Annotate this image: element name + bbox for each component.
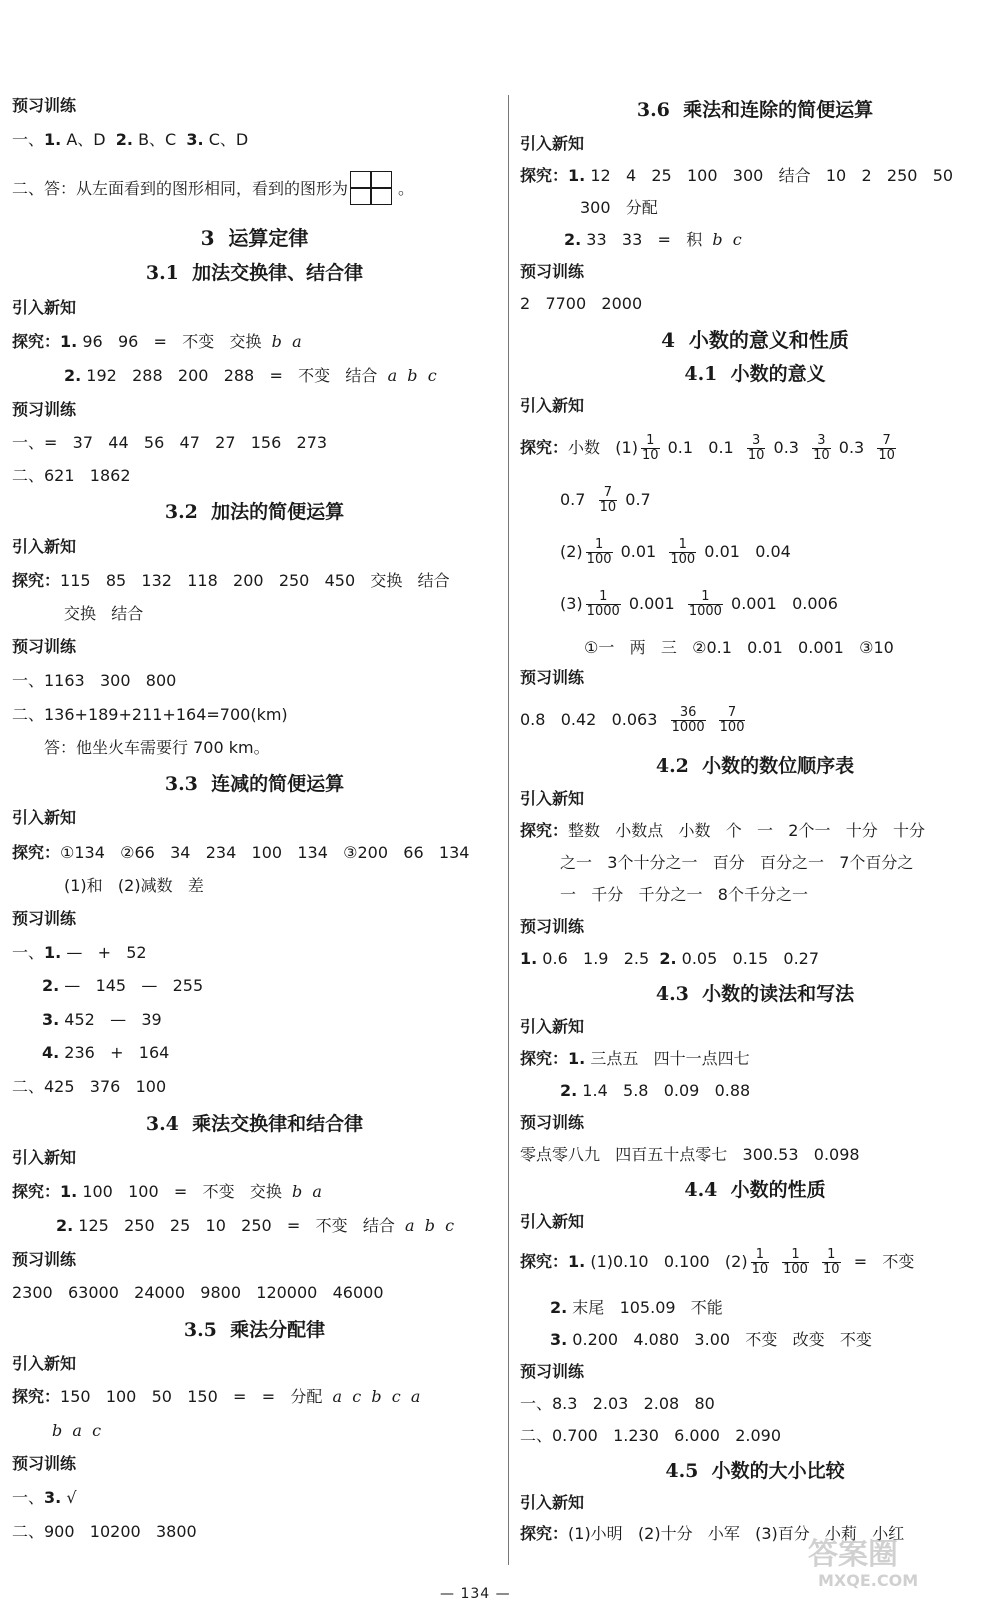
section-title: 4.2 小数的数位顺序表 xyxy=(655,755,855,777)
answer-line: 探究：小数 (1) $\frac{1}{10}$ 0.1 0.1 $\frac{3}{10}$ 0.3 $\frac{3}{10}$ 0.3 $\frac{7}{10}$ xyxy=(520,433,895,463)
answer-line: 二、425 376 100 xyxy=(12,1077,167,1096)
intro-label: 引入新知 xyxy=(520,396,585,415)
page-number: — 134 — xyxy=(440,1586,511,1602)
intro-label: 引入新知 xyxy=(12,808,77,827)
intro-label: 引入新知 xyxy=(12,1354,77,1373)
fraction: $\frac{1}{1000}$ xyxy=(688,589,722,619)
fraction: $\frac{3}{10}$ xyxy=(747,433,765,463)
fraction: $\frac{1}{100}$ xyxy=(670,537,696,567)
section-title: 3.4 乘法交换律和结合律 xyxy=(145,1113,364,1135)
intro-label: 引入新知 xyxy=(520,1017,585,1036)
answer-line: 2. — 145 — 255 xyxy=(42,976,204,995)
answer-line: 交换 结合 xyxy=(64,604,144,623)
answer-line: 探究：(1)小明 (2)十分 小军 (3)百分 小莉 小红 xyxy=(520,1524,905,1543)
practice-label: 预习训练 xyxy=(520,668,585,687)
answer-line: 2. 192 288 200 288 = 不变 结合 a b c xyxy=(64,366,437,385)
section-title: 4.1 小数的意义 xyxy=(684,363,826,385)
practice-label: 预习训练 xyxy=(12,1250,77,1269)
answer-line: 一、1. — + 52 xyxy=(12,943,147,962)
answer-line: 探究：①134 ②66 34 234 100 134 ③200 66 134 xyxy=(12,843,470,862)
section-title: 3.3 连减的简便运算 xyxy=(164,773,345,795)
intro-label: 引入新知 xyxy=(520,1493,585,1512)
fraction: $\frac{3}{10}$ xyxy=(813,433,830,463)
fraction: $\frac{36}{1000}$ xyxy=(671,705,705,735)
answer-line: 0.7 $\frac{7}{10}$ 0.7 xyxy=(560,485,651,515)
answer-line: 二、答：从左面看到的图形相同，看到的图形为 。 xyxy=(12,170,414,209)
practice-label: 预习训练 xyxy=(520,1113,585,1132)
answer-line: 之一 3个十分之一 百分 百分之一 7个百分之 xyxy=(560,853,914,872)
answer-line: 二、0.700 1.230 6.000 2.090 xyxy=(520,1426,781,1445)
intro-label: 引入新知 xyxy=(12,298,77,317)
section-title: 3.5 乘法分配律 xyxy=(183,1319,326,1341)
answer-line: 零点零八九 四百五十点零七 300.53 0.098 xyxy=(520,1145,860,1164)
practice-label: 预习训练 xyxy=(12,96,77,115)
intro-label: 引入新知 xyxy=(12,1148,77,1167)
fraction: $\frac{1}{10}$ xyxy=(641,433,659,463)
answer-line: 探究：1. 三点五 四十一点四七 xyxy=(520,1049,750,1068)
fraction: $\frac{7}{100}$ xyxy=(719,705,745,735)
answer-line: ①一 两 三 ②0.1 0.01 0.001 ③10 xyxy=(584,638,894,657)
answer-line: 二、900 10200 3800 xyxy=(12,1522,197,1541)
intro-label: 引入新知 xyxy=(520,1212,585,1231)
answer-line: (1)和 (2)减数 差 xyxy=(64,876,204,895)
answer-line: 1. 0.6 1.9 2.5 2. 0.05 0.15 0.27 xyxy=(520,949,820,968)
answer-line: 二、136+189+211+164=700(km) xyxy=(12,705,288,724)
answer-line: 3. 452 — 39 xyxy=(42,1010,162,1029)
practice-label: 预习训练 xyxy=(520,917,585,936)
practice-label: 预习训练 xyxy=(520,262,585,281)
fraction: $\frac{7}{10}$ xyxy=(599,485,617,515)
fraction: $\frac{1}{100}$ xyxy=(783,1247,808,1277)
watermark-logo: 答案圈 MXQE.COM xyxy=(808,1537,919,1590)
practice-label: 预习训练 xyxy=(12,909,77,928)
answer-line: 探究：整数 小数点 小数 个 一 2个一 十分 十分 xyxy=(520,821,926,840)
section-title: 3.6 乘法和连除的简便运算 xyxy=(636,99,874,121)
practice-label: 预习训练 xyxy=(520,1362,585,1381)
fraction: $\frac{1}{10}$ xyxy=(822,1247,840,1277)
column-divider xyxy=(508,95,509,1565)
answer-line: 2300 63000 24000 9800 120000 46000 xyxy=(12,1283,384,1302)
answer-line: 2. 125 250 25 10 250 = 不变 结合 a b c xyxy=(56,1216,455,1235)
section-title: 3.1 加法交换律、结合律 xyxy=(145,262,364,284)
answer-line: 一、1163 300 800 xyxy=(12,671,177,690)
answer-line: 3. 0.200 4.080 3.00 不变 改变 不变 xyxy=(550,1330,872,1349)
section-title: 3.2 加法的简便运算 xyxy=(164,501,345,523)
answer-line: 答：他坐火车需要行 700 km。 xyxy=(44,738,270,757)
answer-line: 探究：1. 100 100 = 不变 交换 b a xyxy=(12,1182,322,1201)
view-shape-icon xyxy=(350,171,396,209)
fraction: $\frac{7}{10}$ xyxy=(878,433,895,463)
answer-line: 探究：1. (1)0.10 0.100 (2) $\frac{1}{10}$ $\frac{1}{100}$ $\frac{1}{10}$ = 不变 xyxy=(520,1247,915,1277)
intro-label: 引入新知 xyxy=(520,134,585,153)
answer-line: 4. 236 + 164 xyxy=(42,1043,170,1062)
answer-line: 300 分配 xyxy=(580,198,658,217)
answer-line: (2) $\frac{1}{100}$ 0.01 $\frac{1}{100}$ 0.01 0.04 xyxy=(560,537,791,567)
answer-line: 一、3. √ xyxy=(12,1488,77,1507)
answer-line: 探究：115 85 132 118 200 250 450 交换 结合 xyxy=(12,571,450,590)
practice-label: 预习训练 xyxy=(12,637,77,656)
fraction: $\frac{1}{1000}$ xyxy=(586,589,620,619)
answer-line: b a c xyxy=(52,1421,102,1440)
answer-line: 一 千分 千分之一 8个千分之一 xyxy=(560,885,808,904)
answer-line: 2. 末尾 105.09 不能 xyxy=(550,1298,723,1317)
section-title: 4.5 小数的大小比较 xyxy=(665,1460,845,1482)
answer-line: 一、1. A、D 2. B、C 3. C、D xyxy=(12,130,249,149)
answer-line: 探究：1. 96 96 = 不变 交换 b a xyxy=(12,332,302,351)
chapter-title: 4 小数的意义和性质 xyxy=(661,328,849,352)
practice-label: 预习训练 xyxy=(12,400,77,419)
section-title: 4.4 小数的性质 xyxy=(684,1179,826,1201)
answer-line: 探究：1. 12 4 25 100 300 结合 10 2 250 50 xyxy=(520,166,954,185)
fraction: $\frac{1}{10}$ xyxy=(751,1247,769,1277)
chapter-title: 3 运算定律 xyxy=(200,226,309,250)
answer-line: 0.8 0.42 0.063 $\frac{36}{1000}$ $\frac{7}{100}$ xyxy=(520,705,745,735)
intro-label: 引入新知 xyxy=(12,537,77,556)
section-title: 4.3 小数的读法和写法 xyxy=(655,983,855,1005)
answer-line: 2. 1.4 5.8 0.09 0.88 xyxy=(560,1081,751,1100)
answer-line: 一、= 37 44 56 47 27 156 273 xyxy=(12,433,328,452)
practice-label: 预习训练 xyxy=(12,1454,77,1473)
intro-label: 引入新知 xyxy=(520,789,585,808)
answer-line: 2 7700 2000 xyxy=(520,294,643,313)
answer-line: 探究：150 100 50 150 = = 分配 a c b c a xyxy=(12,1387,421,1406)
answer-line: 二、621 1862 xyxy=(12,466,131,485)
answer-line: 2. 33 33 = 积 b c xyxy=(564,230,742,249)
answer-line: 一、8.3 2.03 2.08 80 xyxy=(520,1394,715,1413)
fraction: $\frac{1}{100}$ xyxy=(586,537,612,567)
answer-line: (3) $\frac{1}{1000}$ 0.001 $\frac{1}{1000}$ 0.001 0.006 xyxy=(560,589,838,619)
